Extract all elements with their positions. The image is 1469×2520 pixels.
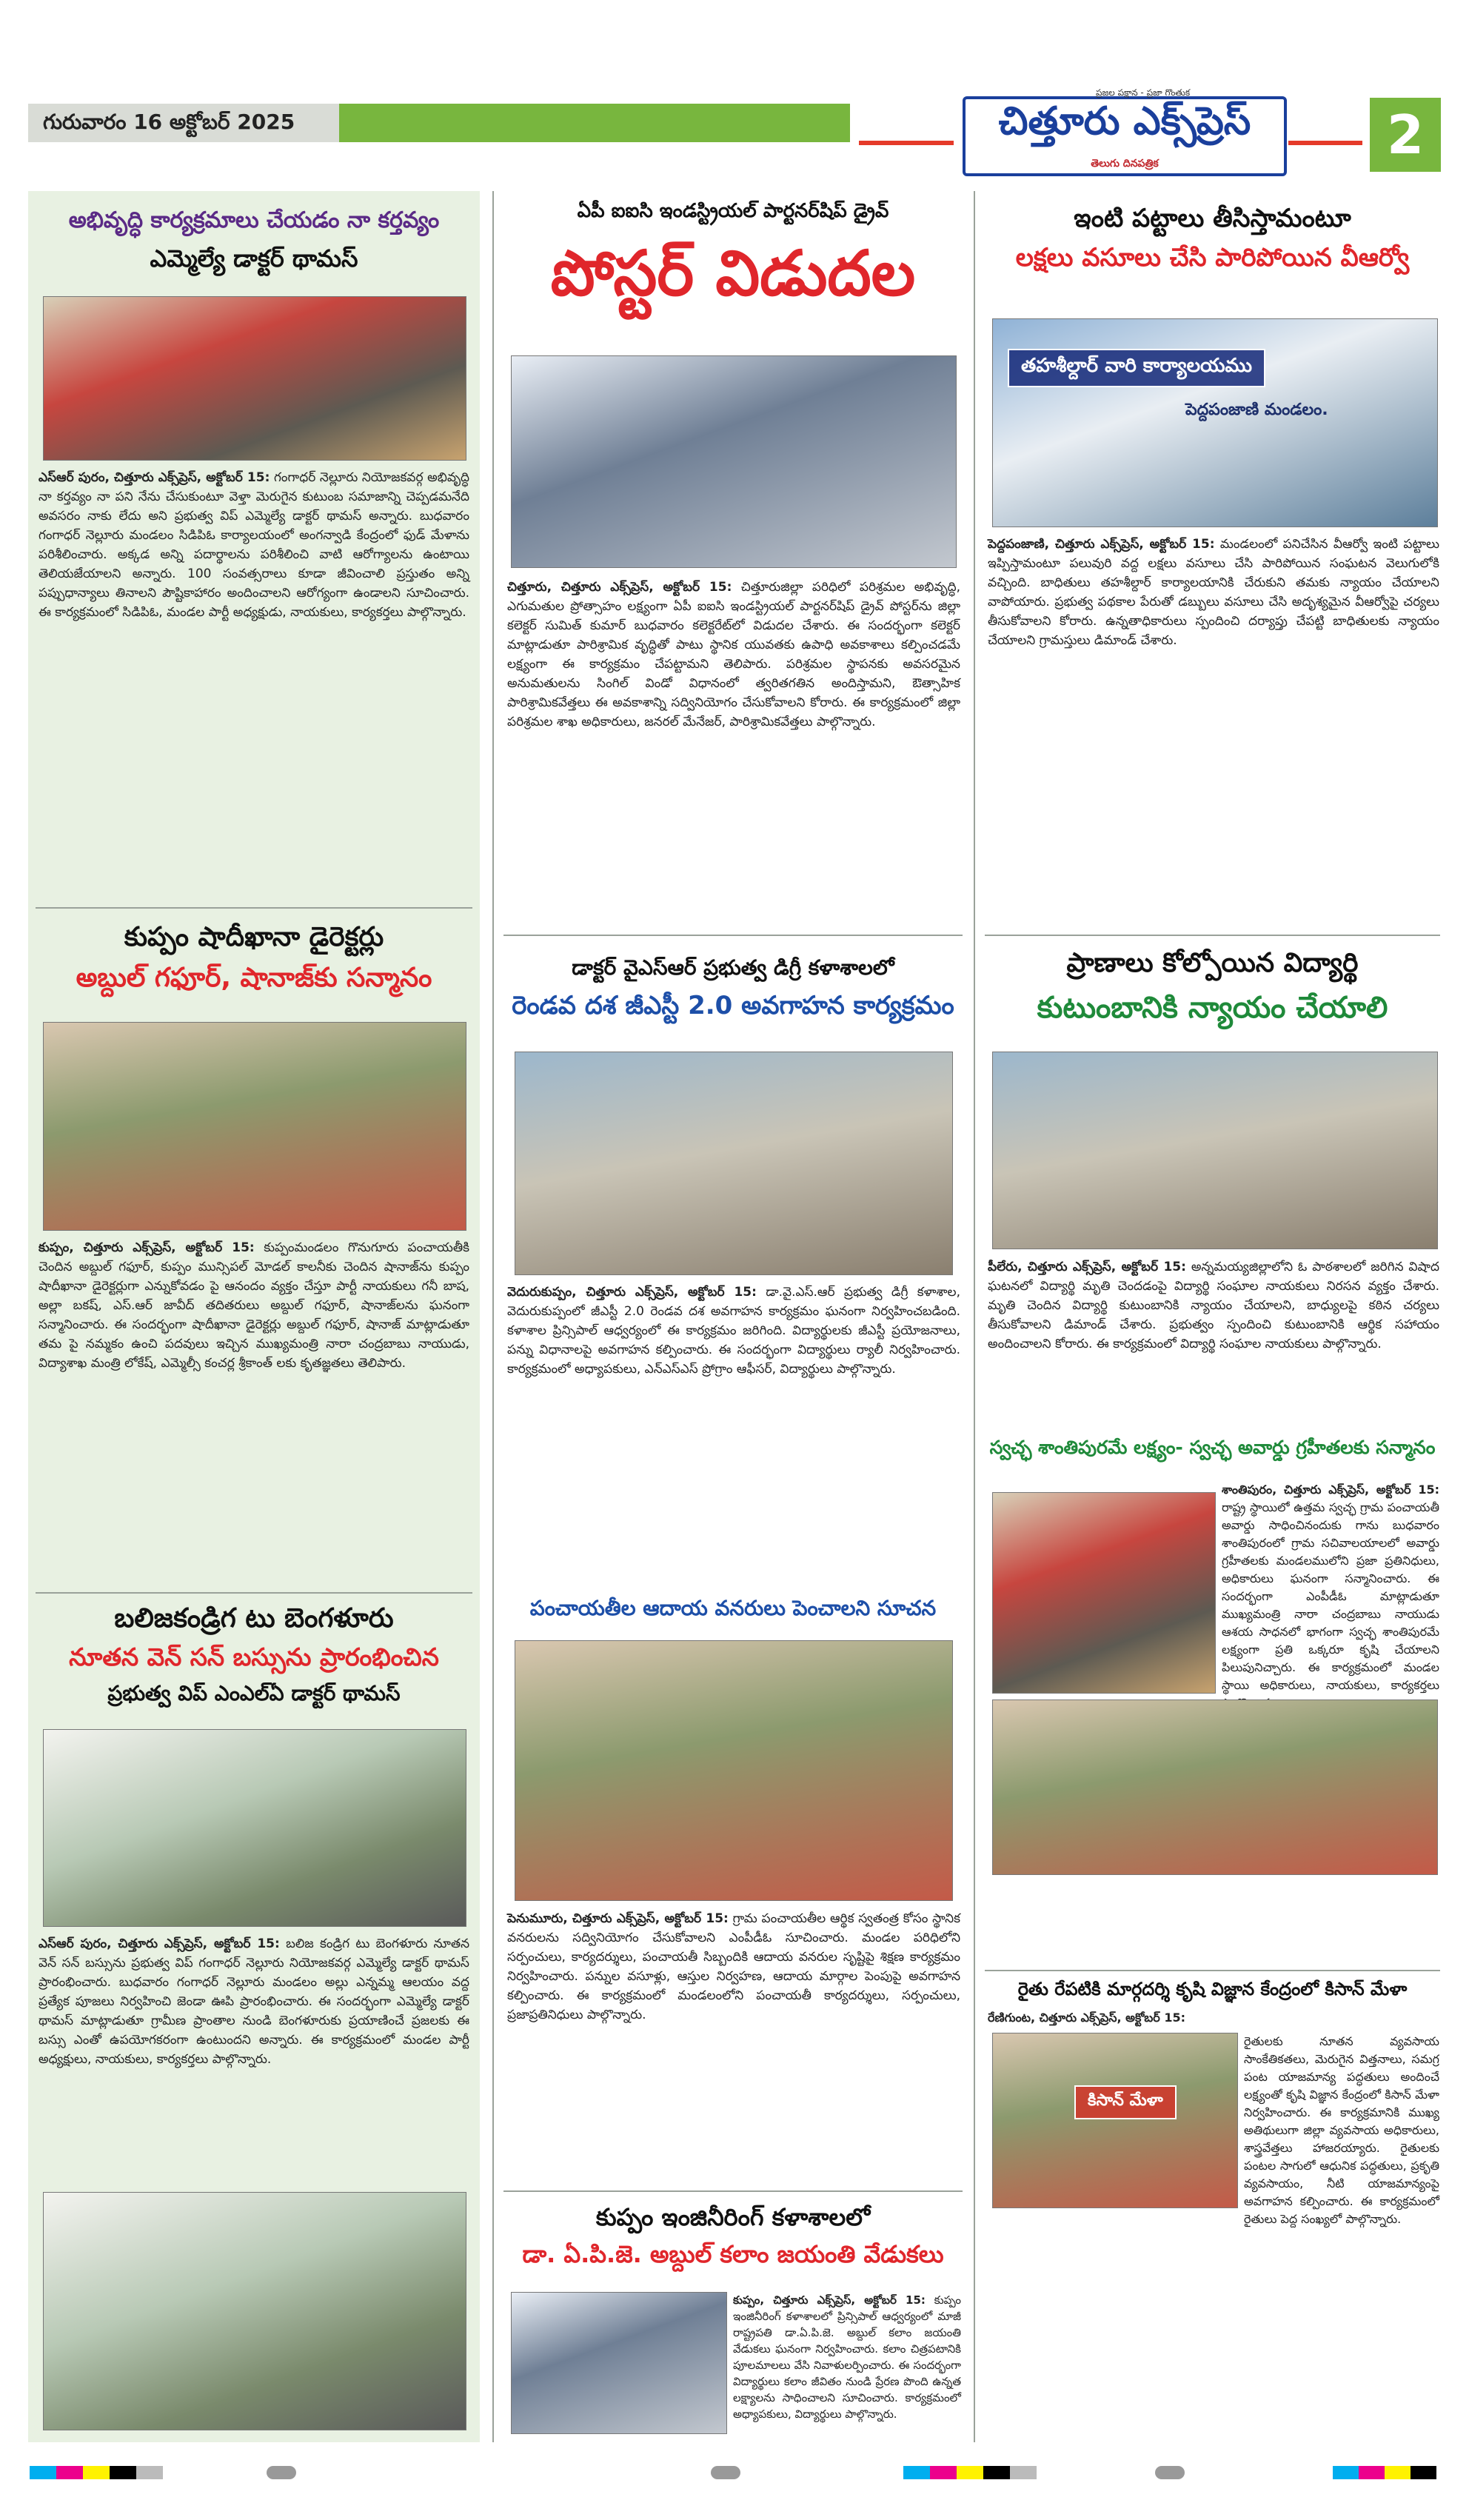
color-registration-bar xyxy=(1333,2466,1436,2479)
article-body xyxy=(39,1238,469,1586)
article-text: చిత్తూరుజిల్లా పరిధిలో పరిశ్రమల అభివృద్ధి, ఎగుమతుల ప్రోత్సాహం లక్ష్యంగా ఏపీ ఐఐసి ఇండస్ట్రియల్ పార్టనర్‌షిప్ డ్రైవ్ పోస్టర్‌ను జిల్లా కలెక్టర్ సుమిత్ కుమార్ బుధవారం కలెక్టరేట్‌లో విడుదల చేశారు. ఈ సందర్భంగా కలెక్టర్ మాట్లాడుతూ పారిశ్రామిక వృద్ధితో పాటు స్థానిక యువతకు ఉపాధి అవకాశాలు కల్పించడమే లక్ష్యంగా ఈ కార్యక్రమం చేపట్టామని తెలిపారు. పరిశ్రమల స్థాపనకు అవసరమైన అనుమతులను సింగిల్ విండో విధానంలో త్వరితగతిన అందిస్తామని, ఔత్సాహిక పారిశ్రామికవేత్తలు ఈ అవకాశాన్ని సద్వినియోగం చేసుకోవాలని కోరారు. ఈ కార్యక్రమంలో జిల్లా పరిశ్రమల శాఖ అధికారులు, జనరల్ మేనేజర్, పారిశ్రామికవేత్తలు పాల్గొన్నారు. xyxy=(507,580,960,729)
article-photo xyxy=(43,1729,466,1927)
article-text: రైతులకు నూతన వ్యవసాయ సాంకేతికతలు, మెరుగైన విత్తనాలు, సమగ్ర పంట యాజమాన్య పద్ధతులు అందించే లక్ష్యంతో కృషి విజ్ఞాన కేంద్రంలో కిసాన్ మేళా నిర్వహించారు. ఈ కార్యక్రమానికి ముఖ్య అతిథులుగా జిల్లా వ్యవసాయ అధికారులు, శాస్త్రవేత్తలు హాజరయ్యారు. రైతులకు పంటల సాగులో ఆధునిక పద్ధతులు, ప్రకృతి వ్యవసాయం, నీటి యాజమాన్యంపై అవగాహన కల్పించారు. ఈ కార్యక్రమంలో రైతులు పెద్ద సంఖ్యలో పాల్గొన్నారు. xyxy=(1244,2034,1439,2226)
photo-caption: తహశీల్దార్ వారి కార్యాలయము xyxy=(1008,349,1265,387)
article-body xyxy=(507,1909,960,2190)
headline: డాక్టర్ వైఎస్‌ఆర్ ప్రభుత్వ డిగ్రీ కళాశాలలో xyxy=(572,955,894,980)
dateline: వెదురుకుప్పం, చిత్తూరు ఎక్స్‌ప్రెస్, అక్టోబర్ 15: xyxy=(507,1285,757,1300)
headline: లక్షలు వసూలు చేసి పారిపోయిన వీఆర్వో xyxy=(1015,243,1410,273)
masthead xyxy=(963,96,1287,176)
article-text: కుప్పం ఇంజినీరింగ్ కళాశాలలో ప్రిన్సిపాల్ ఆధ్వర్యంలో మాజీ రాష్ట్రపతి డా.ఏ.పి.జె. అబ్దుల్ కలాం జయంతి వేడుకలు ఘనంగా నిర్వహించారు. కలాం చిత్రపటానికి పూలమాలలు వేసి నివాళులర్పించారు. ఈ సందర్భంగా విద్యార్థులు కలాం జీవితం నుండి ప్రేరణ పొంది ఉన్నత లక్ష్యాలను సాధించాలని సూచించారు. కార్యక్రమంలో అధ్యాపకులు, విద్యార్థులు పాల్గొన్నారు. xyxy=(733,2293,961,2421)
headline: కుటుంబానికి న్యాయం చేయాలి xyxy=(1037,991,1388,1025)
article-photo xyxy=(511,355,957,568)
article-body xyxy=(507,1283,960,1579)
photo-caption: పెద్దపంజాణి మండలం. xyxy=(1185,401,1328,419)
column-divider xyxy=(974,191,975,2442)
article-body xyxy=(39,1934,469,2179)
article-text: కుప్పంమండలం గొనుగూరు పంచాయతీకి చెందిన అబ్దుల్ గఫూర్, కుప్పం మున్సిపల్ మోడల్ కాలనీకు చెందిన షానాజ్‌ను కుప్పం షాదీఖానా డైరెక్టర్లుగా ఎన్నుకోవడం పై ఆనందం వ్యక్తం చేస్తూ పార్టీ నాయకులు గనీ బాష, అల్లా బకష్, ఎస్.ఆర్ జావీద్ తదితరులు అబ్దుల్ గఫూర్, షానాజ్‌లను ఘనంగా సన్మానించారు. ఈ సందర్భంగా షాదీఖానా డైరెక్టర్లు అబ్దుల్ గఫూర్, షానాజ్ మాట్లాడుతూ తమ పై నమ్మకం ఉంచి పదవులు ఇచ్చిన ముఖ్యమంత్రి నారా చంద్రబాబు నాయుడు, విద్యాశాఖ మంత్రి లోకేష్, ఎమ్మెల్సీ కంచర్ల శ్రీకాంత్ లకు కృతజ్ఞతలు తెలిపారు. xyxy=(39,1240,470,1371)
headline: స్వచ్ఛ శాంతిపురమే లక్ష్యం- స్వచ్ఛ అవార్డు గ్రహీతలకు సన్మానం xyxy=(989,1437,1436,1458)
masthead-title: చిత్తూరు ఎక్స్‌ప్రెస్ xyxy=(998,99,1251,144)
section-rule xyxy=(503,935,963,936)
issue-date: గురువారం 16 అక్టోబర్ 2025 xyxy=(43,110,295,134)
article-photo xyxy=(992,1700,1438,1875)
headline: ఇంటి పట్టాలు తీసిస్తామంటూ xyxy=(1074,204,1351,233)
dateline: పెనుమూరు, చిత్తూరు ఎక్స్‌ప్రెస్, అక్టోబర్ 15: xyxy=(507,1911,729,1926)
headline: అభివృద్ధి కార్యక్రమాలు చేయడం నా కర్తవ్యం xyxy=(68,207,440,233)
masthead-subtitle: తెలుగు దినపత్రిక xyxy=(1091,158,1159,170)
color-registration-bar xyxy=(903,2466,1037,2479)
section-rule xyxy=(985,935,1440,936)
header-rule xyxy=(1288,141,1362,145)
article-body xyxy=(733,2292,961,2440)
article-text: గ్రామ పంచాయతీల ఆర్థిక స్వతంత్ర కోసం స్థానిక వనరులను సద్వినియోగం చేసుకోవాలని ఎంపీడీఓ సూచించారు. మండల పరిధిలోని సర్పంచులు, కార్యదర్శులు, పంచాయతీ సిబ్బందికి ఆదాయ వనరుల సృష్టిపై శిక్షణ కార్యక్రమం నిర్వహించారు. పన్నుల వసూళ్లు, ఆస్తుల నిర్వహణ, ఆదాయ మార్గాల పెంపుపై అవగాహన కల్పించారు. ఈ కార్యక్రమంలో మండలంలోని పంచాయతీ కార్యదర్శులు, సర్పంచులు, ప్రజాప్రతినిధులు పాల్గొన్నారు. xyxy=(507,1911,960,2022)
article-text: అన్నమయ్యజిల్లాలోని ఓ పాఠశాలలో జరిగిన విషాద ఘటనలో విద్యార్థి మృతి చెందడంపై విద్యార్థి సంఘాల నాయకులు నిరసన వ్యక్తం చేశారు. మృతి చెందిన విద్యార్థి కుటుంబానికి న్యాయం చేయాలని, బాధ్యులపై కఠిన చర్యలు తీసుకోవాలని డిమాండ్ చేశారు. ప్రభుత్వం స్పందించి కుటుంబానికి ఆర్థిక సహాయం అందించాలని కోరారు. ఈ కార్యక్రమంలో విద్యార్థి సంఘాల నాయకులు పాల్గొన్నారు. xyxy=(988,1260,1440,1351)
section-rule xyxy=(36,1592,472,1594)
section-rule xyxy=(36,907,472,909)
headline: పంచాయతీల ఆదాయ వనరులు పెంచాలని సూచన xyxy=(529,1596,937,1620)
article-body xyxy=(39,468,469,883)
headline: ప్రాణాలు కోల్పోయిన విద్యార్థి xyxy=(1066,948,1359,978)
article-photo xyxy=(43,296,466,461)
headline: రెండవ దశ జీఎస్టీ 2.0 అవగాహన కార్యక్రమం xyxy=(512,991,954,1020)
article-photo xyxy=(43,1022,466,1231)
headline: డా. ఏ.పి.జె. అబ్దుల్ కలాం జయంతి వేడుకలు xyxy=(522,2240,944,2268)
dateline: కుప్పం, చిత్తూరు ఎక్స్‌ప్రెస్, అక్టోబర్ 15: xyxy=(733,2293,926,2307)
section-rule xyxy=(985,1970,1440,1971)
article-body xyxy=(988,535,1439,927)
column-divider xyxy=(492,191,494,2442)
article-photo xyxy=(511,2292,727,2434)
article-body xyxy=(1222,1481,1439,1696)
article-body xyxy=(1244,2033,1439,2433)
headline: నూతన వెన్ సన్ బస్సును ప్రారంభించిన xyxy=(69,1642,439,1671)
article-photo xyxy=(43,2192,466,2430)
article-text: డా.వై.ఎస్.ఆర్ ప్రభుత్వ డిగ్రీ కళాశాల, వెదురుకుప్పంలో జీఎస్టీ 2.0 రెండవ దశ అవగాహన కార్యక్రమం ఘనంగా నిర్వహించబడింది. కళాశాల ప్రిన్సిపాల్ ఆధ్వర్యంలో ఈ కార్యక్రమం జరిగింది. విద్యార్థులకు జీఎస్టీ ప్రయోజనాలు, పన్ను విధానాలపై అవగాహన కల్పించారు. ఈ సందర్భంగా విద్యార్థులు ర్యాలీ నిర్వహించారు. కార్యక్రమంలో అధ్యాపకులు, ఎన్ఎస్ఎస్ ప్రోగ్రాం ఆఫీసర్, విద్యార్థులు పాల్గొన్నారు. xyxy=(507,1285,960,1377)
dateline: పెద్దపంజాణి, చిత్తూరు ఎక్స్‌ప్రెస్, అక్టోబర్ 15: xyxy=(988,537,1215,552)
dateline: చిత్తూరు, చిత్తూరు ఎక్స్‌ప్రెస్, అక్టోబర్ 15: xyxy=(507,580,732,595)
headline: అబ్దుల్ గఫూర్, షానాజ్‌కు సన్మానం xyxy=(76,963,432,993)
color-registration-bar xyxy=(30,2466,163,2479)
registration-mark xyxy=(267,2466,296,2479)
article-text: రాష్ట్ర స్థాయిలో ఉత్తమ స్వచ్ఛ గ్రామ పంచాయతీ అవార్డు సాధించినందుకు గాను బుధవారం శాంతిపురంలో గ్రామ సచివాలయాలలో అవార్డు గ్రహీతలకు మండలములోని ప్రజా ప్రతినిధులు, అధికారులు ఘనంగా సన్మానించారు. ఈ సందర్భంగా ఎంపీడీఓ మాట్లాడుతూ ముఖ్యమంత్రి నారా చంద్రబాబు నాయుడు ఆశయ సాధనలో భాగంగా స్వచ్ఛ శాంతిపురమే లక్ష్యంగా ప్రతి ఒక్కరూ కృషి చేయాలని పిలుపునిచ్చారు. ఈ కార్యక్రమంలో మండల స్థాయి అధికారులు, నాయకులు, కార్యకర్తలు xyxy=(1222,1500,1439,1692)
dateline: ఎస్‌ఆర్ పురం, చిత్తూరు ఎక్స్‌ప్రెస్, అక్టోబర్ 15: xyxy=(39,470,270,485)
section-rule xyxy=(503,2190,963,2192)
article-photo xyxy=(515,1640,953,1901)
article-text: బలిజ కండ్రిగ టు బెంగళూరు నూతన వెన్ సన్ బస్సును ప్రభుత్వ విప్ గంగాధర్ నెల్లూరు నియోజకవర్గ ఎమ్మెల్యే డాక్టర్ థామస్ ప్రారంభించారు. బుధవారం గంగాధర్ నెల్లూరు మండలం అల్లు ఎన్నమ్మ ఆలయం వద్ద ప్రత్యేక పూజలు నిర్వహించి జెండా ఊపి ప్రారంభించారు. ఈ సందర్భంగా ఎమ్మెల్యే డాక్టర్ థామస్ మాట్లాడుతూ గ్రామీణ ప్రాంతాల నుండి బెంగళూరుకు ప్రయాణించే ప్రజలకు ఈ బస్సు ఎంతో ఉపయోగకరంగా ఉంటుందని అన్నారు. ఈ కార్యక్రమంలో మండల పార్టీ అధ్యక్షులు, నాయకులు, కార్యకర్తలు పాల్గొన్నారు. xyxy=(39,1936,469,2067)
masthead-tagline: ప్రజల పక్షాన - ప్రజా గొంతుక xyxy=(1096,87,1191,98)
article-photo xyxy=(992,318,1438,527)
article-dateline xyxy=(988,2008,1439,2029)
dateline: ఎస్‌ఆర్ పురం, చిత్తూరు ఎక్స్‌ప్రెస్, అక్టోబర్ 15: xyxy=(39,1936,280,1951)
headline: కుప్పం ఇంజినీరింగ్ కళాశాలలో xyxy=(595,2203,871,2231)
article-text: మండలంలో పనిచేసిన వీఆర్వో ఇంటి పట్టాలు ఇప్పిస్తామంటూ పలువురి వద్ద లక్షలు వసూలు చేసి పారిపోయిన సంఘటన వెలుగులోకి వచ్చింది. బాధితులు తహశీల్దార్ కార్యాలయానికి చేరుకుని తమకు న్యాయం చేయాలని వాపోయారు. ప్రభుత్వ పథకాల పేరుతో డబ్బులు వసూలు చేసి అదృశ్యమైన వీఆర్వోపై చర్యలు తీసుకోవాలని కోరారు. ఉన్నతాధికారులు స్పందించి దర్యాప్తు చేపట్టి బాధితులకు న్యాయం చేయాలని గ్రామస్తులు డిమాండ్ చేశారు. xyxy=(988,537,1439,648)
article-body xyxy=(988,1257,1439,1431)
article-photo xyxy=(992,2033,1238,2208)
article-text: గంగాధర్ నెల్లూరు నియోజకవర్గ అభివృద్ధి నా కర్తవ్యం నా పని నేను చేసుకుంటూ వెళ్తా మెరుగైన కుటుంబ సమాజాన్ని చెప్పడమనేది అవసరం నాకు లేదు అని ప్రభుత్వ విప్ ఎమ్మెల్యే డాక్టర్ థామస్ అన్నారు. బుధవారం గంగాధర్ నెల్లూరు మండలం సిడిపిఓ కార్యాలయంలో అంగన్వాడి కేంద్రంలో ఫుడ్ మేళాను పరిశీలించారు. అక్కడ అన్ని పదార్థాలను పరిశీలించి వాటి ఆరోగ్యాలను ఉంటాయి తెలియజేయాలని అన్నారు. 100 సంవత్సరాలు కూడా జీవించాలి ప్రస్తుతం అన్ని పప్పుధాన్యాలు తినాలని పౌష్టికాహారం అందించాలని ఆరోగ్యంగా ఉండాలని సూచించారు. ఈ కార్యక్రమంలో సిడిపిఓ, మండల పార్టీ అధ్యక్షుడు, నాయకులు, కార్యకర్తలు పాల్గొన్నారు. xyxy=(39,470,470,620)
header-rule xyxy=(859,141,954,145)
article-body xyxy=(507,578,960,926)
article-photo xyxy=(992,1492,1216,1694)
headline: బలిజకండ్రిగ టు బెంగళూరు xyxy=(114,1603,394,1634)
registration-mark xyxy=(711,2466,740,2479)
registration-mark xyxy=(1155,2466,1185,2479)
subheadline: ఎమ్మెల్యే డాక్టర్ థామస్ xyxy=(150,244,358,273)
photo-caption: కిసాన్ మేళా xyxy=(1074,2085,1177,2119)
dateline: పీలేరు, చిత్తూరు ఎక్స్‌ప్రెస్, అక్టోబర్ 15: xyxy=(988,1260,1186,1274)
dateline: కుప్పం, చిత్తూరు ఎక్స్‌ప్రెస్, అక్టోబర్ 15: xyxy=(39,1240,255,1255)
headline: రైతు రేపటికి మార్గదర్శి కృషి విజ్ఞాన కేంద్రంలో కిసాన్ మేళా xyxy=(1017,1979,1408,1999)
page-number: 2 xyxy=(1370,98,1441,172)
headline: కుప్పం షాదీఖానా డైరెక్టర్లు xyxy=(124,922,384,952)
article-photo xyxy=(515,1052,953,1275)
dateline: రేణిగుంట, చిత్తూరు ఎక్స్‌ప్రెస్, అక్టోబర్ 15: xyxy=(988,2011,1186,2025)
subheadline: ప్రభుత్వ విప్ ఎంఎల్ఏ డాక్టర్ థామస్ xyxy=(107,1681,401,1705)
kicker: ఏపీ ఐఐసి ఇండస్ట్రియల్ పార్టనర్‌షిప్ డ్రైవ్ xyxy=(577,200,889,222)
dateline: శాంతిపురం, చిత్తూరు ఎక్స్‌ప్రెస్, అక్టోబర్ 15: xyxy=(1222,1483,1439,1497)
article-photo xyxy=(992,1052,1438,1249)
headline: పోస్టర్ విడుదల xyxy=(550,237,916,310)
